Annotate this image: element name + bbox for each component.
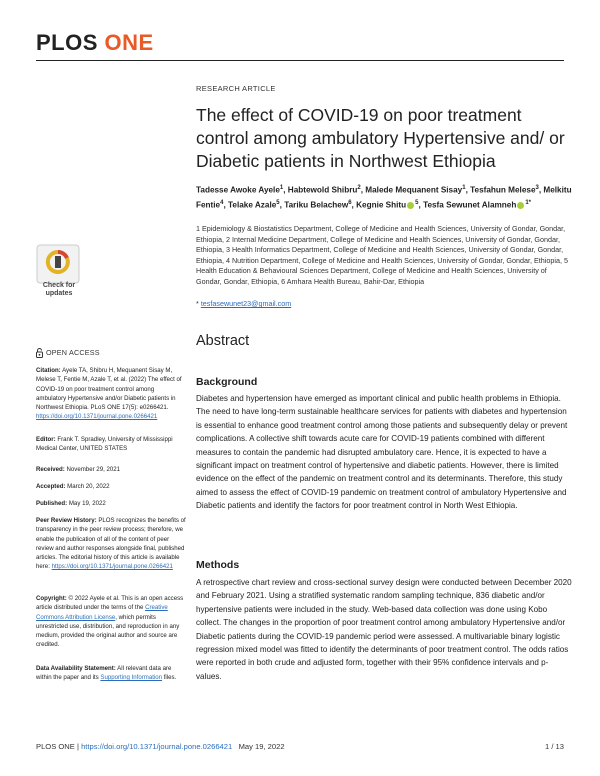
author-name: Melkitu Fentie [196, 185, 572, 210]
peer-review-block [36, 516, 186, 572]
background-text: Diabetes and hypertension have emerged as important clinical and public health problems in Ethiopia. The need to have long-term sustainable healthcare services for patients with diabetes and hypertension is essential to enhance good treatment control among those patients and subsequently delay or prevent complications. A collective shift towards acute care for COVID-19 patients combined with different measures to contain the pandemic had disrupted ambulatory care. Hence, it is expected to have a significant impact on treatment control of hypertensive and diabetic patients. However, there is limited evidence on the effect of the pandemic on treatment control and its determinants. Therefore, this study aimed to assess the effect of COVID-19 pandemic on treatment control of ambulatory Hypertensive and Diabetic patients and identify the factors for poor treatment control in North West Ethiopia. [196, 394, 568, 511]
copyright-block [36, 594, 186, 650]
footer-page-number: 1 / 13 [545, 742, 564, 751]
accepted-label: Accepted: [36, 483, 66, 490]
check-updates-line1: Check for [42, 282, 76, 289]
corresponding-email-line [196, 299, 291, 308]
check-updates-line2: updates [45, 290, 73, 297]
check-updates-label [36, 282, 82, 298]
author-affiliation-sup: 1 [279, 185, 284, 191]
data-availability-end: files. [163, 674, 177, 682]
methods-heading: Methods [196, 559, 240, 571]
accepted-block [36, 482, 186, 491]
check-updates-icon [36, 244, 80, 284]
published-block [36, 499, 186, 508]
journal-logo [36, 30, 154, 56]
author-affiliation-sup: 1 [462, 185, 466, 191]
footer-doi-link[interactable]: https://doi.org/10.1371/journal.pone.0266421 [81, 742, 233, 751]
citation-text: Ayele TA, Shibru H, Mequanent Sisay M, Melese T, Fentie M, Azale T, et al. (2022) The effect of COVID-19 on poor treatment control among ambulatory Hypertensive and/or Diabetic patients in Northwest Ethiopia. PLoS ONE 17(5): e0266421. [36, 367, 182, 412]
author-affiliation-sup: 5 [415, 199, 419, 206]
received-block [36, 465, 186, 474]
article-type: RESEARCH ARTICLE [196, 84, 276, 93]
license-link[interactable]: Creative Commons Attribution License [36, 604, 168, 621]
author-affiliation-sup: 3 [535, 185, 539, 191]
received-date: November 29, 2021 [66, 466, 121, 473]
author-affiliation-sup: 2 [357, 185, 361, 191]
received-label: Received: [36, 466, 65, 473]
data-availability-block [36, 664, 186, 683]
editor-text: Frank T. Spradley, University of Mississippi Medical Center, UNITED STATES [36, 436, 173, 453]
published-label: Published: [36, 500, 68, 507]
open-access-label: OPEN ACCESS [46, 348, 100, 357]
author-name: Tadesse Awoke Ayele [196, 185, 280, 195]
author-affiliation-sup: 4 [220, 199, 224, 206]
orcid-icon[interactable] [407, 202, 414, 209]
methods-text: A retrospective chart review and cross-sectional survey design were conducted between December 2020 and February 2021. Using a stratified systematic random sampling technique, 836 diabetic and/or hypertensive patients were included in the study. Web-based data collection was done using Kobo collect. The changes in the proportion of poor treatment control among ambulatory Hypertensive and/or Diabetic patients during the COVID-19 pandemic period were assessed. A multivariable binary logistic regression mixed model was fitted to identify the determinants of poor treatment control. The odds ratios were reported in both crude and adjusted form, together with their 95% confidence intervals and p-values. [196, 578, 572, 681]
author-name: Tariku Belachew [284, 200, 349, 210]
footer-left [36, 742, 285, 751]
footer-date: May 19, 2022 [238, 742, 285, 751]
peer-review-link[interactable]: https://doi.org/10.1371/journal.pone.0266421 [51, 563, 173, 571]
author-name: Tesfa Sewunet Alamneh [423, 200, 517, 210]
peer-review-label: Peer Review History: [36, 517, 97, 524]
author-name: Habtewold Shibru [287, 185, 358, 195]
footer-separator: | [76, 742, 79, 751]
open-access [36, 348, 100, 358]
corresponding-email-link[interactable]: tesfasewunet23@gmail.com [200, 299, 292, 308]
logo-plos: PLOS [36, 30, 98, 55]
article-title: The effect of COVID-19 on poor treatment control among ambulatory Hypertensive and/ or Diabetic patients in Northwest Ethiopia [196, 105, 565, 171]
author-list: Tadesse Awoke Ayele$^1$, Habtewold Shibru$^2$, Malede Mequanent Sisay$^1$, Tesfahun Melese$^3$, Melkitu Fentie$^4$, Telake Azale$^5$, Tariku Belachew$^6$, Kegnie Shitu $^5$, Tesfa Sewunet Alamneh $^{1*}$ [196, 185, 572, 210]
citation-doi-link[interactable]: https://doi.org/10.1371/journal.pone.0266421 [36, 413, 158, 421]
corresponding-mark: * [196, 299, 199, 308]
footer-journal: PLOS ONE [36, 742, 75, 751]
copyright-text: © 2022 Ayele et al. This is an open access article distributed under the terms of the [36, 595, 184, 612]
peer-review-text: PLOS recognizes the benefits of transparency in the peer review process; therefore, we enable the publication of all of the content of peer review and author responses alongside final, published articles. The editorial history of this article is available here: [36, 517, 186, 571]
published-date: May 19, 2022 [68, 500, 106, 507]
background-heading: Background [196, 376, 258, 388]
author-affiliation-sup: 1* [525, 199, 532, 206]
author-affiliation-sup: 6 [348, 199, 352, 206]
data-availability-text: All relevant data are within the paper and its [36, 665, 172, 682]
author-affiliation-sup: 5 [276, 199, 280, 206]
abstract-heading: Abstract [196, 333, 250, 349]
supporting-information-link[interactable]: Supporting Information [100, 674, 163, 682]
header-rule [36, 60, 564, 61]
open-access-lock-icon [36, 348, 43, 358]
author-name: Telake Azale [228, 200, 277, 210]
editor-block [36, 435, 186, 454]
copyright-text-end: , which permits unrestricted use, distribution, and reproduction in any medium, provided the original author and source are credited. [36, 613, 180, 649]
author-name: Tesfahun Melese [470, 185, 536, 195]
citation-block [36, 366, 186, 422]
author-name: Kegnie Shitu [356, 200, 407, 210]
accepted-date: March 20, 2022 [67, 483, 110, 490]
data-availability-label: Data Availability Statement: [36, 665, 116, 672]
editor-label: Editor: [36, 436, 56, 443]
page-footer [36, 742, 564, 751]
logo-one: ONE [104, 30, 154, 55]
orcid-icon[interactable] [517, 202, 524, 209]
citation-label: Citation: [36, 367, 61, 374]
affiliations: 1 Epidemiology & Biostatistics Department, College of Medicine and Health Sciences, University of Gondar, Gondar, Ethiopia, 2 Internal Medicine Department, College of Medicine and Health Sciences, University of Gondar, Gondar, Ethiopia, 3 Health Informatics Department, College of Medicine and Health Sciences, University of Gondar, Gondar, Ethiopia, 4 Nutrition Department, College of Medicine and Health Sciences, University of Gondar, Gondar, Ethiopia, 5 Health Education & Behavioural Sciences Department, College of Medicine and Health Sciences, University of Gondar, Gondar, Ethiopia, 6 Amhara Health Bureau, Bahir-Dar, Ethiopia [196, 224, 568, 286]
copyright-label: Copyright: [36, 595, 67, 602]
author-name: Malede Mequanent Sisay [365, 185, 463, 195]
